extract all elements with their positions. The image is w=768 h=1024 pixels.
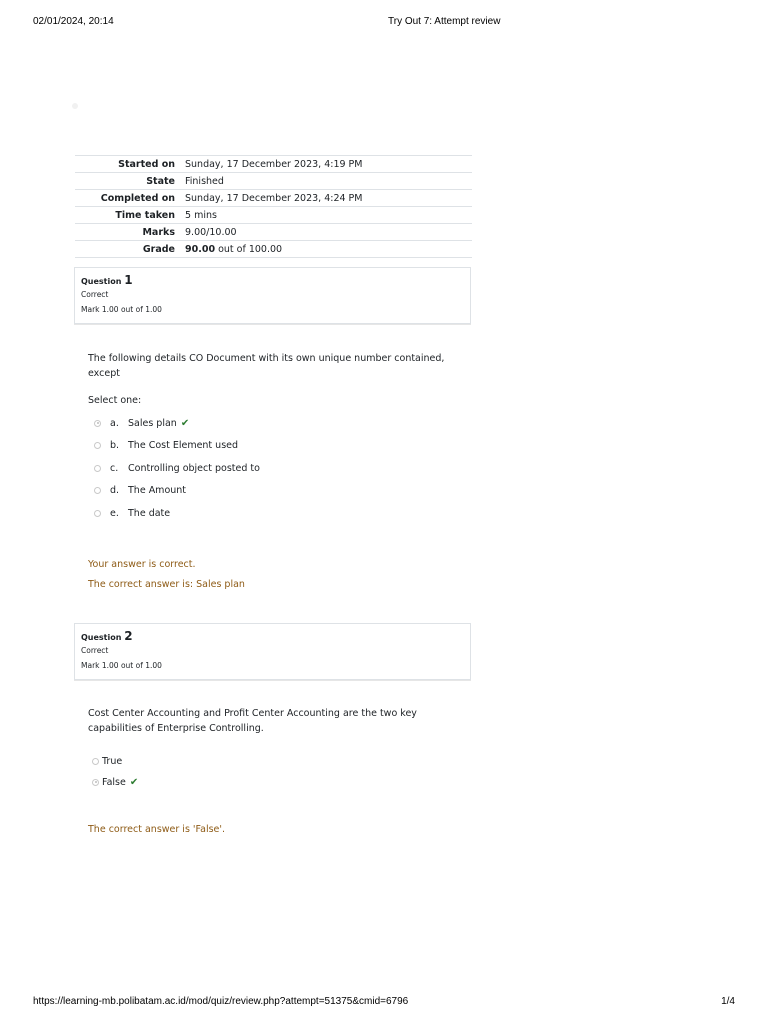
grade-rest: out of 100.00 [215,243,283,255]
correct-answer-feedback: The correct answer is: Sales plan [88,579,245,590]
answer-option-a[interactable] [94,416,189,430]
summary-row-state [75,173,472,190]
summary-value [185,241,472,258]
select-one-prompt: Select one: [88,395,142,406]
question-grade: Mark 1.00 out of 1.00 [81,305,162,314]
print-title: Try Out 7: Attempt review [388,16,501,27]
attempt-summary-table [75,155,472,258]
radio-button[interactable] [92,758,99,765]
answer-option-b[interactable] [94,438,238,452]
summary-row-time-taken [75,207,472,224]
radio-button[interactable] [94,420,101,427]
question-number: Question 1 [81,273,133,287]
summary-row-completed [75,190,472,207]
answer-option-d[interactable] [94,483,186,497]
grade-score: 90.00 [185,243,216,255]
question-state: Correct [81,646,109,655]
radio-button[interactable] [94,487,101,494]
correct-check-icon: ✔ [180,417,190,429]
summary-label: Time taken [115,209,175,221]
option-text: Controlling object posted to [128,462,260,474]
option-text: The date [128,507,171,519]
summary-value: Sunday, 17 December 2023, 4:19 PM [185,158,363,170]
page-number: 1/4 [721,996,735,1007]
option-letter: d. [110,484,120,496]
option-letter: a. [110,417,119,429]
option-text: True [102,755,123,767]
print-footer [33,996,735,1010]
question-grade: Mark 1.00 out of 1.00 [81,661,162,670]
radio-button[interactable] [94,465,101,472]
summary-label: Started on [118,158,175,170]
summary-value: 5 mins [185,209,217,221]
option-text: The Amount [128,484,187,496]
answer-option-c[interactable] [94,461,260,475]
faint-mark [72,103,78,109]
question-number: Question 2 [81,629,133,643]
correct-answer-feedback: The correct answer is 'False'. [88,824,226,835]
answer-option-false[interactable] [92,775,138,789]
summary-label: Grade [142,243,175,255]
summary-row-grade [75,241,472,258]
print-header [33,16,735,30]
option-text: Sales plan [128,417,177,429]
option-letter: c. [110,462,119,474]
question-state: Correct [81,290,109,299]
question-2-info [74,623,471,680]
option-text: The Cost Element used [128,439,239,451]
question-2-text: Cost Center Accounting and Profit Center Accounting are the two key capabilities of Enterprise Controlling. [88,708,417,734]
radio-button[interactable] [94,510,101,517]
answer-option-true[interactable] [92,754,122,768]
radio-button[interactable] [92,779,99,786]
summary-row-marks [75,224,472,241]
radio-button[interactable] [94,442,101,449]
option-letter: b. [110,439,120,451]
summary-label: State [146,175,175,187]
option-letter: e. [110,507,119,519]
summary-value: 9.00/10.00 [185,226,237,238]
summary-row-started [75,156,472,173]
summary-value: Sunday, 17 December 2023, 4:24 PM [185,192,363,204]
answer-feedback: Your answer is correct. [88,559,196,570]
correct-check-icon: ✔ [129,776,139,788]
page-url: https://learning-mb.polibatam.ac.id/mod/quiz/review.php?attempt=51375&cmid=6796 [33,996,409,1007]
option-text: False [102,776,126,788]
question-1-info [74,267,471,324]
print-date: 02/01/2024, 20:14 [33,16,114,27]
summary-label: Completed on [100,192,175,204]
summary-value: Finished [185,175,224,187]
question-1-text: The following details CO Document with its own unique number contained, except [88,353,445,379]
summary-label: Marks [142,226,175,238]
answer-option-e[interactable] [94,506,170,520]
